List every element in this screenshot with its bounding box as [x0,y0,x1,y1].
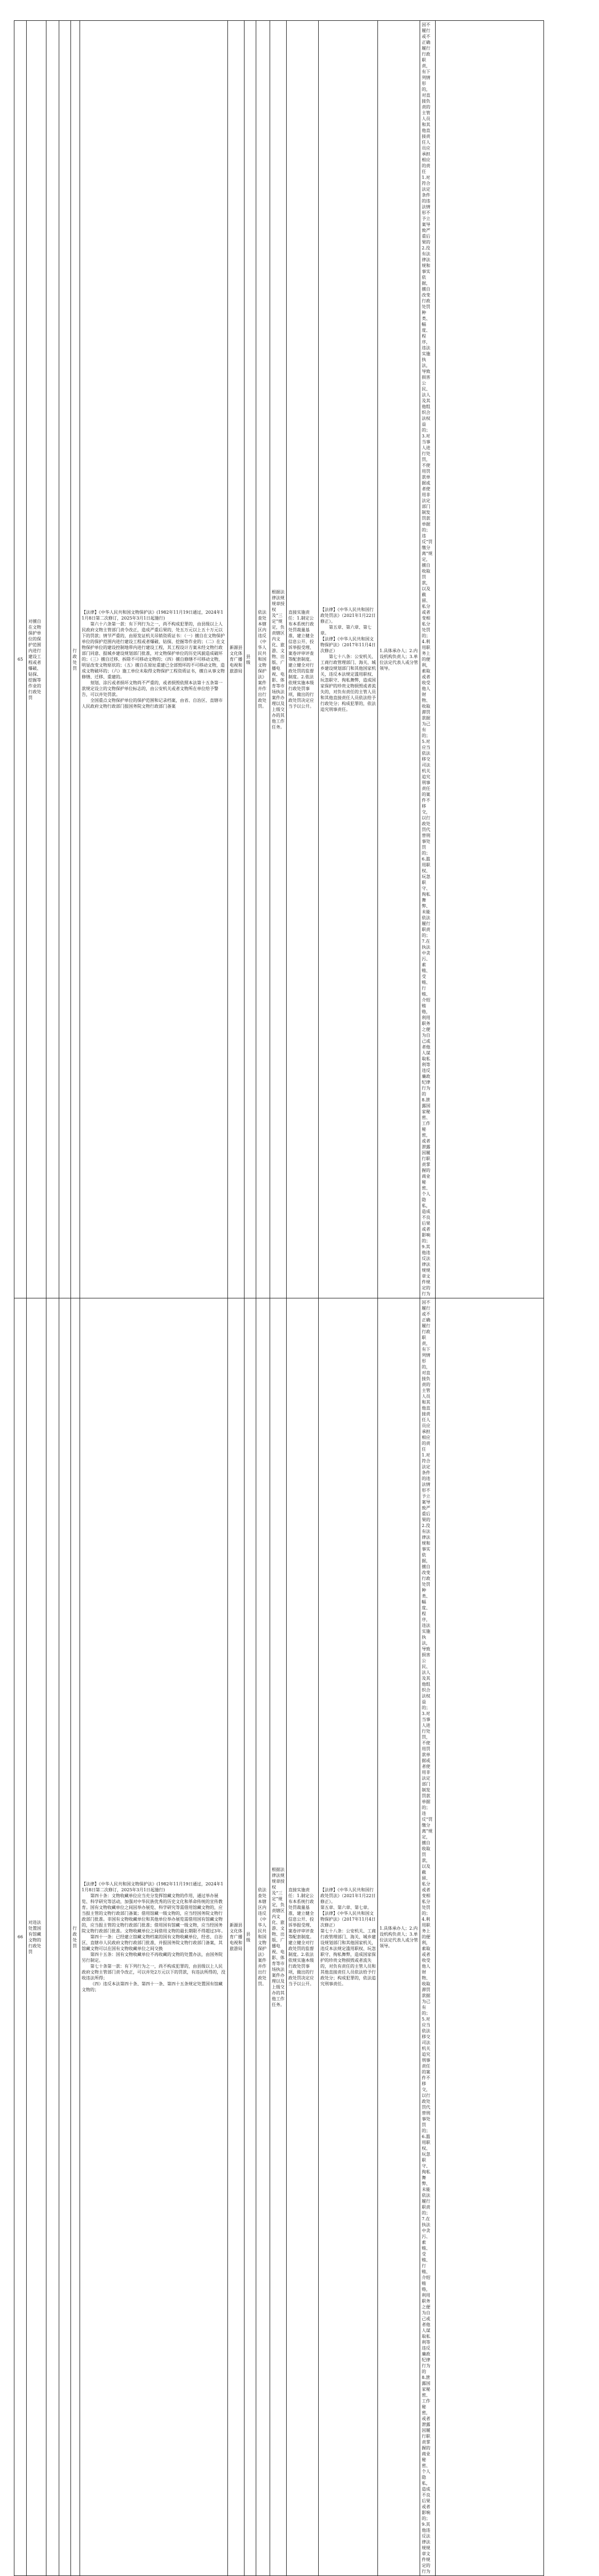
legal-basis-paragraph: 第七十条第一款：有下列行为之一，尚不构成犯罪的，由县级以上人民政府文物主管部门责令改正，可以并处2万元以下的罚款，有违法所得的，没收违法所得； [82,1964,226,1980]
exercise-level: 县级 [245,21,256,1298]
power-list-table [14,20,563,2576]
exercise-content: 依法查处本辖区内违反《中华人民共和国文物保护法》案件并作出行政处罚。 [256,1298,270,2576]
legal-basis-paragraph: 【法律】《中华人民共和国文物保护法》(1982年11月19日通过，2024年11月8日第二次修订，2025年3月1日起施行) [82,610,224,621]
liability-clause: 2.没有法律法规和事实依据，擅自改变行政处罚种类、幅度、程序，违法实施执法，导致损害公民、法人及其他组织合法权益的； [422,1523,430,1710]
liability-basis-paragraph: 【法律】《中华人民共和国行政处罚法》（2021年1月22日修正）。 [320,607,376,624]
sub-item-cell [59,21,71,1298]
implementing-department: 新源县文化体育广播电视和旅游局 [228,1298,245,2576]
liability-clause: 4.利用职务上的便利，索取或者收受他人财物、收取滞罚款据为己有的； [422,639,430,738]
liability-clause: 9.其他违反法律法规规章文件规定的行为 [422,2522,430,2574]
table-row [14,1298,563,2576]
liability-basis-paragraph: 【法律】《中华人民共和国文物保护法》（2017年11月4日次修正） [320,1911,376,1928]
liability-clause: 2.没有法律法规和事实依据，擅自改变行政处罚种类、幅度、程序，违法实施执法，导致损害公民、法人及其他组织合法权益的； [422,246,430,433]
exercise-level: 县级 [245,1298,256,2576]
table-row [14,21,563,1298]
note-cell [436,1298,544,2576]
liability-clause: 4.利用职务上的便利，索取或者收受他人财物、收取滞罚款据为己有的； [422,1917,430,2016]
liability-basis-paragraph: 第七十八条：公安机关、工商行政管理部门、海关、城乡建设规划部门和其他国家机关，违反本法规定滥用职权、玩忽职守、徇私舞弊，造成国家保护的珍贵文物损毁或者流失的，对负有责任的主管人员和其他直接责任人员依法给予行政处分；构成犯罪的，依法追究刑事责任。 [320,654,376,712]
liability-basis-paragraph: 【法律】《中华人民共和国行政处罚法》（2021年1月22日修正）。 [320,1888,376,1904]
liability-clause: 1.对符合法定条件的违法情形不予立案导致严重后果的 [422,1453,430,1522]
item-category: 行政处罚 [71,1298,80,2576]
liability-clause: 9.其他违反法律法规规章文件规定的行为 [422,1244,430,1296]
liable-subject: 1.具体承办人；2.内设机构负责人；3.单位法定代表人或分管领导。 [378,21,420,1298]
responsible-department-duty: 根据法律法规规章授权及“三定”规定，负责辖区内文化、旅游、文物、出版、广播电视、电影、体育等市场执法案件办理以及上级交办的其他工作任务。 [270,1298,287,2576]
legal-basis-paragraph: 第四十条：文物收藏单位应当充分发挥馆藏文物的作用，通过举办展览、科学研究等活动，加强对中华民族优秀的历史文化和革命传统的宣传教育。国有文物收藏单位之间因举办展览、科学研究等需借用馆藏文物的，应当报主管的文物行政部门备案；借用馆藏一级文物的，应当经国务院文物行政部门批准。非国有文物收藏单位和其他单位举办展览需借用国有馆藏文物的，应当报主管的文物行政部门批准；借用国有馆藏一级文物，应当经国务院文物行政部门批准。文物收藏单位之间借用文物的最长期限不得超过3年。 [82,1893,226,1933]
liability-basis-paragraph: 【法律】《中华人民共和国文物保护法》（2017年11月4日次修正） [320,636,376,653]
liability-clause: 6.滥用职权、玩忽职守、徇私舞弊、未能依法履行职责的； [422,857,430,938]
legal-basis-paragraph: （四）违反本法第四十条、第四十一条、第四十五条规定处置国有馆藏文物的； [82,1982,223,1992]
note-cell [436,21,544,1298]
legal-basis-paragraph: 第四十一条：已经建立馆藏文物档案的国有文物收藏单位，经省、自治区、直辖市人民政府文物行政部门批准，并报国务院文物行政部门备案，其馆藏文物可以在国有文物收藏单位之间交换 [82,1935,223,1951]
liability-basis-paragraph: 第五章、第六章、第七章。 [320,1905,372,1910]
liability-basis [319,1298,378,2576]
liability-clause: 因不履行或不正确履行行政职责，有下列情形的，对直接负责的主管人员和其他直接责任人员应承担相应的责任 [422,1300,430,1452]
item-name: 对擅自在文物保护单位的保护范围内进行建设工程或者爆破、钻探、挖掘等作业的行政处罚 [27,21,46,1298]
responsibility-items: 直接实施责任：1.制定公布本系统行政处罚裁量基准，建立健全信息公开、投诉举报受理、案卷评审评查等配套制度。建立健全对行政处罚的监督制度。2.依法依规实施本级行政处罚事项，做出的行政处罚决定应当予以公开。 [287,1298,319,2576]
legal-basis-paragraph: 第六十六条第一款：有下列行为之一，尚不构成犯罪的，由县级以上人民政府文物主管部门责令改正，造成严重后果的，处五万元以上五十万元以下的罚款；情节严重的，由原发证机关吊销资质证书：（一）擅自在文物保护单位的保护范围内进行建设工程或者爆破、钻探、挖掘等作业的；（二）在文物保护单位的建设控制地带内进行建设工程，其工程设计方案未经文物行政部门同意、报城乡建设规划部门批准，对文物保护单位的历史风貌造成破坏的；（三）擅自迁移、拆除不可移动文物的；（四）擅自修缮不可移动文物，明显改变文物原状的；（五）擅自在原址重建已全部毁坏的不可移动文物，造成文物破坏的；（六）施工单位未取得文物保护工程资质证书，擅自从事文物修缮、迁移、重建的。 [82,622,225,679]
liability-clause: 5.对应当依法移交司法机关追究刑事责任的案件不移交，以行政处罚代替刑事处罚的； [422,739,430,856]
sub-item-cell [46,1298,59,2576]
liability-clause: 8.泄露国家秘密、工作秘密，或者泄露因履行职责掌握的商业秘密、个人隐私，造成不良后果或者影响的； [422,1098,430,1243]
liability-clause: 5.对应当依法移交司法机关追究刑事责任的案件不移交，以行政处罚代替刑事处罚的； [422,2017,430,2133]
exercise-content: 依法查处本辖区内违反《中华人民共和国文物保护法》案件并作出行政处罚。 [256,21,270,1298]
sub-item-cell [59,1298,71,2576]
liable-subject: 1.具体承办人；2.内设机构负责人；3.单位法定代表人或分管领导。 [378,1298,420,2576]
liability-clause: 因不履行或不正确履行行政职责，有下列情形的，对直接负责的主管人员和其他直接责任人员应承担相应的责任 [422,22,430,174]
item-name: 对违法处置国有馆藏文物的行政处罚 [27,1298,46,2576]
responsible-department-duty: 根据法律法规规章授权及“三定”规定，负责辖区内文化、旅游、文物、出版、广播电视、电影、体育等市场执法案件办理以及上级交办的其他工作任务。 [270,21,287,1298]
liability-clauses [420,21,436,1298]
item-category: 行政处罚 [71,21,80,1298]
legal-basis [80,21,228,1298]
liability-clause: 1.对符合法定条件的违法情形不予立案导致严重后果的 [422,175,430,245]
liability-basis-paragraph: 第七十八条：公安机关、工商行政管理部门、海关、城乡建设规划部门和其他国家机关，违反本法规定滥用职权、玩忽职守、徇私舞弊，造成国家保护的珍贵文物损毁或者流失的，对负有责任的主管人员和其他直接责任人员依法给予行政处分；构成犯罪的，依法追究刑事责任。 [320,1929,376,1986]
implementing-department: 新源县文化体育广播电视和旅游局 [228,21,245,1298]
liability-clause: 3.对当事人进行处罚，不使用罚款单据或者使用非法定部门制发罚款单据的；违反“罚缴分离”规定，擅自收取罚款，以及截留、私分或者变相私分处罚的； [422,434,433,638]
liability-clause: 6.滥用职权、玩忽职守、徇私舞弊、未能依法履行职责的； [422,2134,430,2215]
liability-basis [319,21,378,1298]
row-number: 66 [14,1298,27,2576]
responsibility-items: 直接实施责任：1.制定公布本系统行政处罚裁量基准，建立健全信息公开、投诉举报受理、案卷评审评查等配套制度。建立健全对行政处罚的监督制度。2.依法依规实施本级行政处罚事项，做出的行政处罚决定应当予以公开。 [287,21,319,1298]
liability-clauses [420,1298,436,2576]
legal-basis-paragraph: 【法律】《中华人民共和国文物保护法》(1982年11月19日通过，2024年11月8日第二次修订，2025年3月1日起施行) [82,1882,224,1892]
legal-basis-paragraph: 刻划、涂污或者损坏文物尚不严重的，或者损毁依照本法第十五条第一款规定设立的文物保护单位标志的，由公安机关或者文物所在单位给予警告，可以并处罚款。 [82,680,223,697]
legal-basis-paragraph: 第四十五条：国有文物收藏单位不再收藏的文物的处置办法，由国务院另行制定。 [82,1952,223,1963]
legal-basis-paragraph: 全国重点文物保护单位的保护范围和记录档案，由省、自治区、直辖市人民政府文物行政部门报国务院文物行政部门备案 [82,698,223,709]
liability-clause: 3.对当事人进行处罚，不使用罚款单据或者使用非法定部门制发罚款单据的；违反“罚缴分离”规定，擅自收取罚款，以及截留、私分或者变相私分处罚的； [422,1711,433,1916]
liability-clause: 8.泄露国家秘密、工作秘密，或者泄露因履行职责掌握的商业秘密、个人隐私，造成不良后果或者影响的； [422,2375,430,2521]
row-number: 65 [14,21,27,1298]
liability-clause: 7.在执法中贪污、索贿、受贿、行贿、介绍贿赂，利用职务之便为自己或者他人谋取私利等违反廉政纪律行为的 [422,2217,430,2374]
liability-basis-paragraph: 第五章、第六章、第七章。 [320,624,372,636]
liability-clause: 7.在执法中贪污、索贿、受贿、行贿、介绍贿赂，利用职务之便为自己或者他人谋取私利等违反廉政纪律行为的 [422,939,430,1097]
legal-basis [80,1298,228,2576]
sub-item-cell [46,21,59,1298]
